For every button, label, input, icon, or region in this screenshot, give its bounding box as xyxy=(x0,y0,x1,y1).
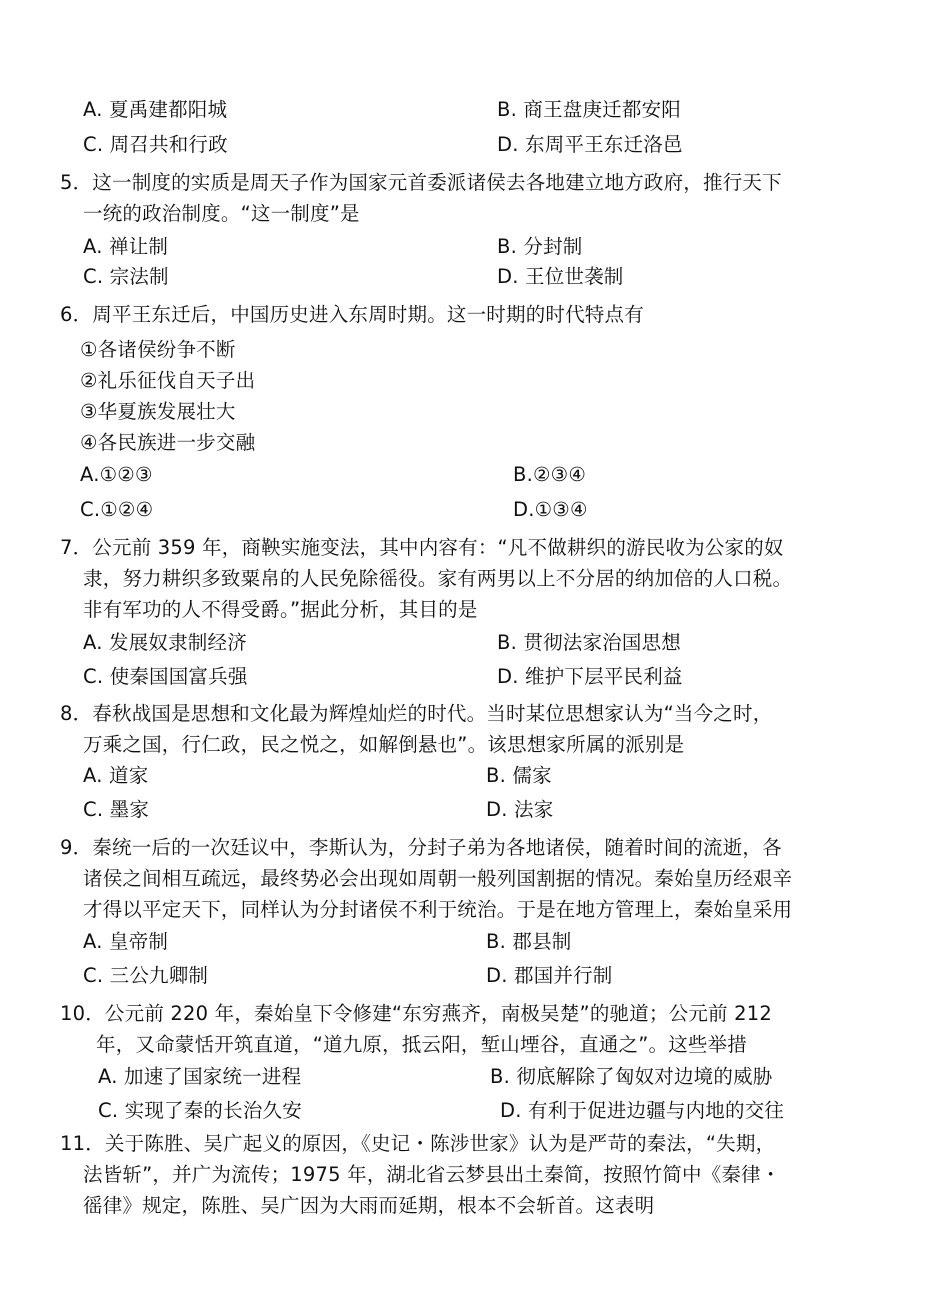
q9-option-c: C. 三公九卿制 xyxy=(83,964,209,987)
q10-option-d: D. 有利于促进边疆与内地的交往 xyxy=(500,1099,785,1122)
q8-option-a: A. 道家 xyxy=(83,764,149,787)
q7-stem-line-1: 7．公元前 359 年，商鞅实施变法，其中内容有：“凡不做耕织的游民收为公家的奴 xyxy=(60,536,784,559)
q8-option-b: B. 儒家 xyxy=(486,764,552,787)
q10-stem-line-2: 年，又命蒙恬开筑直道，“道九原，抵云阳，堑山堙谷，直通之”。这些举措 xyxy=(96,1033,748,1056)
q6-option-d: D.①③④ xyxy=(513,498,588,521)
q6-option-a: A.①②③ xyxy=(80,463,153,486)
q4-option-c: C. 周召共和行政 xyxy=(83,133,228,156)
q9-stem-line-3: 才得以平定天下，同样认为分封诸侯不利于统治。于是在地方管理上，秦始皇采用 xyxy=(83,898,793,921)
q10-option-a: A. 加速了国家统一进程 xyxy=(98,1065,302,1088)
q7-option-b: B. 贯彻法家治国思想 xyxy=(497,631,681,654)
q5-option-d: D. 王位世袭制 xyxy=(497,265,624,288)
q9-stem-line-1: 9．秦统一后的一次廷议中，李斯认为，分封子弟为各地诸侯，随着时间的流逝，各 xyxy=(60,836,782,859)
q10-stem-line-1: 10．公元前 220 年，秦始皇下令修建“东穷燕齐，南极吴楚”的驰道；公元前 212 xyxy=(60,1002,772,1025)
q8-option-d: D. 法家 xyxy=(486,798,554,821)
q11-stem-line-2: 法皆斩”，并广为流传；1975 年，湖北省云梦县出土秦简，按照竹简中《秦律・ xyxy=(83,1163,781,1186)
q6-option-c: C.①②④ xyxy=(80,498,154,521)
q10-option-b: B. 彻底解除了匈奴对边境的威胁 xyxy=(490,1065,773,1088)
q5-option-b: B. 分封制 xyxy=(497,235,583,258)
q9-option-b: B. 郡县制 xyxy=(486,930,572,953)
q6-stem-line-1: 6．周平王东迁后，中国历史进入东周时期。这一时期的时代特点有 xyxy=(60,303,644,326)
q6-item-2: ②礼乐征伐自天子出 xyxy=(80,369,256,392)
q8-stem-line-1: 8．春秋战国是思想和文化最为辉煌灿烂的时代。当时某位思想家认为“当今之时， xyxy=(60,702,773,725)
q5-stem-line-2: 一统的政治制度。“这一制度”是 xyxy=(83,202,360,225)
q6-item-4: ④各民族进一步交融 xyxy=(80,431,256,454)
q4-option-a: A. 夏禹建都阳城 xyxy=(83,98,228,121)
q5-stem-line-1: 5．这一制度的实质是周天子作为国家元首委派诸侯去各地建立地方政府，推行天下 xyxy=(60,171,782,194)
q11-stem-line-3: 徭律》规定，陈胜、吴广因为大雨而延期，根本不会斩首。这表明 xyxy=(83,1194,655,1217)
q7-stem-line-3: 非有军功的人不得受爵。”据此分析，其目的是 xyxy=(83,598,478,621)
q5-option-c: C. 宗法制 xyxy=(83,265,169,288)
q11-stem-line-1: 11．关于陈胜、吴广起义的原因，《史记・陈涉世家》认为是严苛的秦法，“失期， xyxy=(60,1132,776,1155)
q4-option-b: B. 商王盘庚迁都安阳 xyxy=(497,98,681,121)
q7-option-c: C. 使秦国国富兵强 xyxy=(83,665,248,688)
q4-option-d: D. 东周平王东迁洛邑 xyxy=(497,133,683,156)
q6-option-b: B.②③④ xyxy=(513,463,587,486)
q7-option-d: D. 维护下层平民利益 xyxy=(497,665,683,688)
q6-item-3: ③华夏族发展壮大 xyxy=(80,400,236,423)
q9-stem-line-2: 诸侯之间相互疏远，最终势必会出现如周朝一般列国割据的情况。秦始皇历经艰辛 xyxy=(83,867,793,890)
q8-stem-line-2: 万乘之国，行仁政，民之悦之，如解倒悬也”。该思想家所属的派别是 xyxy=(83,733,685,756)
q7-option-a: A. 发展奴隶制经济 xyxy=(83,631,247,654)
q8-option-c: C. 墨家 xyxy=(83,798,150,821)
q9-option-d: D. 郡国并行制 xyxy=(486,964,613,987)
q10-option-c: C. 实现了秦的长治久安 xyxy=(98,1099,302,1122)
q7-stem-line-2: 隶，努力耕织多致粟帛的人民免除徭役。家有两男以上不分居的纳加倍的人口税。 xyxy=(83,567,793,590)
q9-option-a: A. 皇帝制 xyxy=(83,930,169,953)
q6-item-1: ①各诸侯纷争不断 xyxy=(80,338,236,361)
q5-option-a: A. 禅让制 xyxy=(83,235,169,258)
